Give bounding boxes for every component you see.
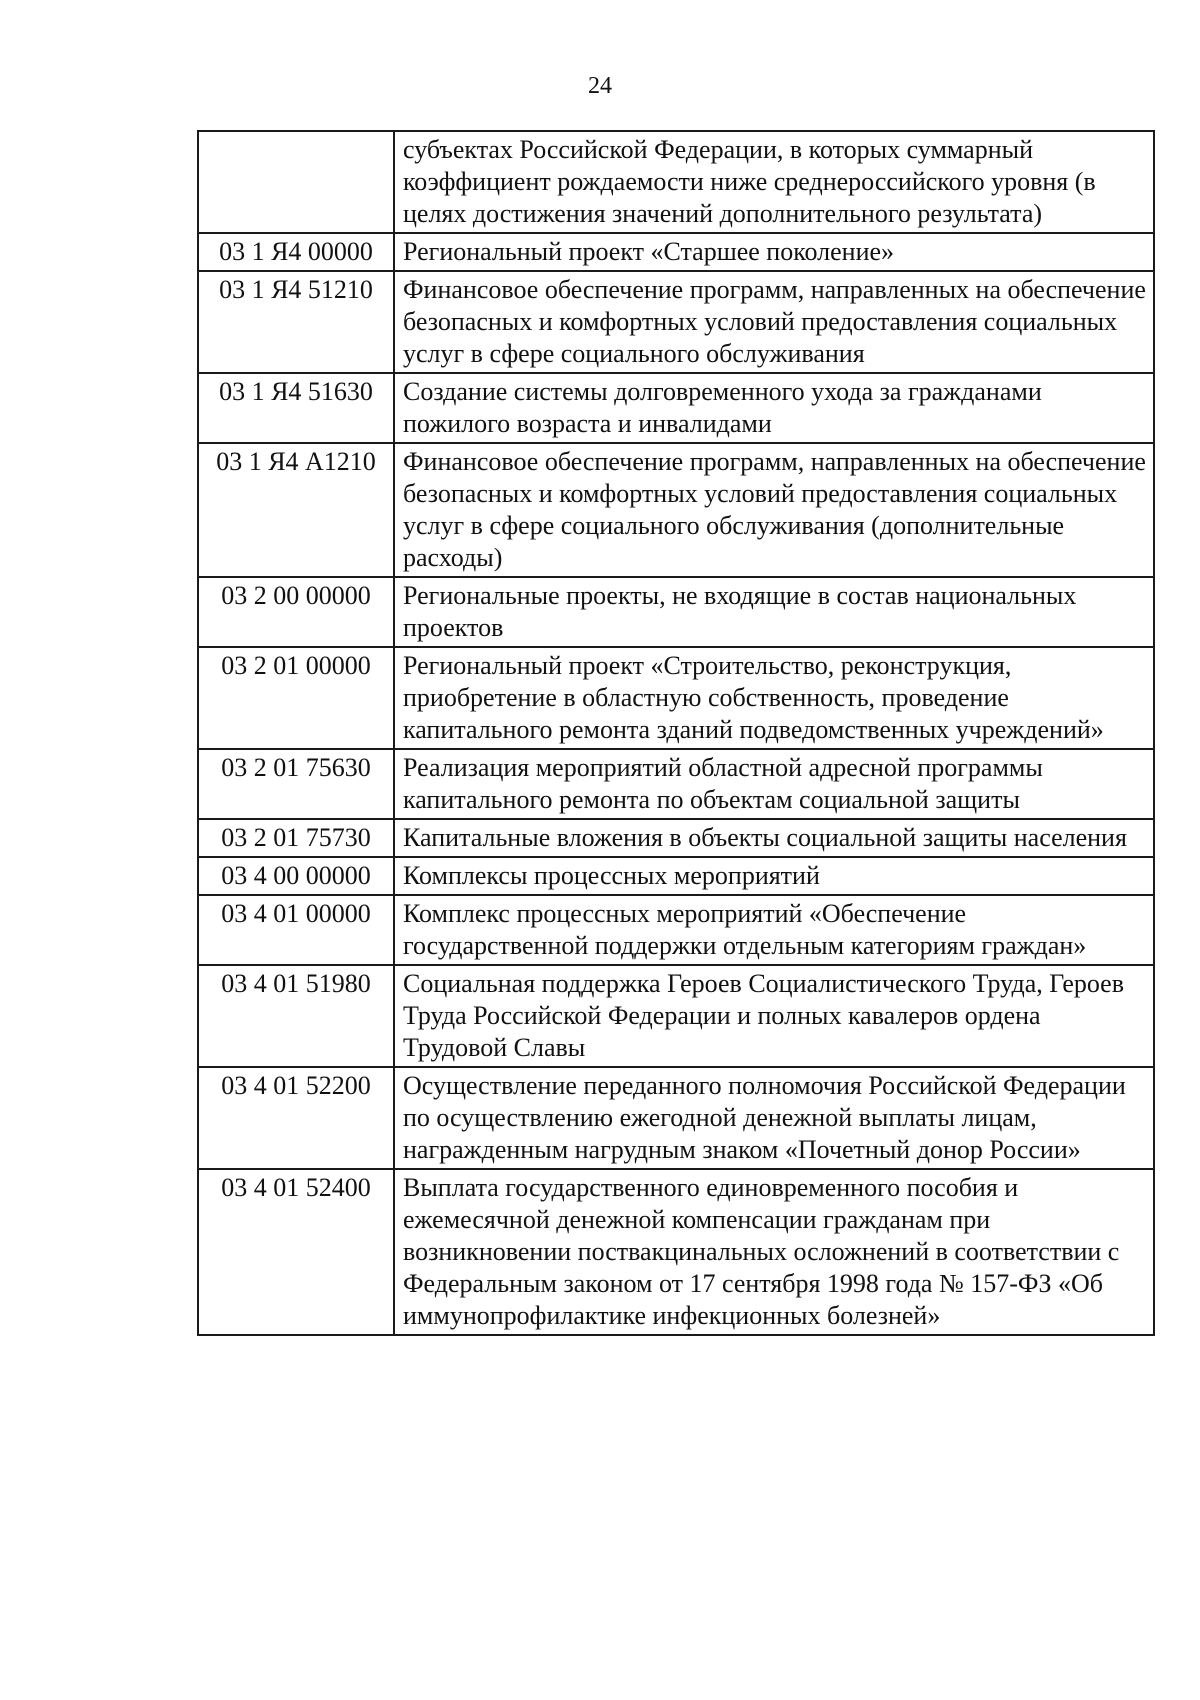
budget-classification-table <box>197 130 1155 1336</box>
table-row <box>198 373 1154 443</box>
table-row <box>198 749 1154 819</box>
code-cell: 03 2 01 00000 <box>198 647 394 749</box>
code-cell: 03 4 01 51980 <box>198 965 394 1067</box>
table-row <box>198 819 1154 857</box>
table-row <box>198 233 1154 271</box>
description-cell: Выплата государственного единовременного пособия и ежемесячной денежной компенсации гражданам при возникновении поствакцинальных осложнений в соответствии с Федеральным законом от 17 сентября 1998 года № 157-ФЗ «Об иммунопрофилактике инфекционных болезней» <box>394 1169 1154 1335</box>
table-row <box>198 1067 1154 1169</box>
code-cell: 03 2 01 75630 <box>198 749 394 819</box>
description-cell: субъектах Российской Федерации, в которых суммарный коэффициент рождаемости ниже среднероссийского уровня (в целях достижения значений дополнительного результата) <box>394 131 1154 233</box>
table-row <box>198 647 1154 749</box>
code-cell: 03 4 01 52400 <box>198 1169 394 1335</box>
description-cell: Реализация мероприятий областной адресной программы капитального ремонта по объектам социальной защиты <box>394 749 1154 819</box>
code-cell: 03 1 Я4 51630 <box>198 373 394 443</box>
description-cell: Социальная поддержка Героев Социалистического Труда, Героев Труда Российской Федерации и полных кавалеров ордена Трудовой Славы <box>394 965 1154 1067</box>
code-cell: 03 1 Я4 51210 <box>198 271 394 373</box>
description-cell: Финансовое обеспечение программ, направленных на обеспечение безопасных и комфортных условий предоставления социальных услуг в сфере социального обслуживания (дополнительные расходы) <box>394 443 1154 577</box>
page-number: 24 <box>588 73 612 99</box>
description-cell: Осуществление переданного полномочия Российской Федерации по осуществлению ежегодной денежной выплаты лицам, награжденным нагрудным знаком «Почетный донор России» <box>394 1067 1154 1169</box>
table-row <box>198 443 1154 577</box>
code-cell: 03 1 Я4 А1210 <box>198 443 394 577</box>
description-cell: Региональный проект «Старшее поколение» <box>394 233 1154 271</box>
table-row <box>198 1169 1154 1335</box>
description-cell: Региональный проект «Строительство, реконструкция, приобретение в областную собственность, проведение капитального ремонта зданий подведомственных учреждений» <box>394 647 1154 749</box>
table-row <box>198 271 1154 373</box>
description-cell: Создание системы долговременного ухода за гражданами пожилого возраста и инвалидами <box>394 373 1154 443</box>
description-cell: Комплексы процессных мероприятий <box>394 857 1154 895</box>
table-row <box>198 857 1154 895</box>
description-cell: Капитальные вложения в объекты социальной защиты населения <box>394 819 1154 857</box>
table-row <box>198 895 1154 965</box>
table-row <box>198 131 1154 233</box>
table-row <box>198 965 1154 1067</box>
code-cell: 03 2 01 75730 <box>198 819 394 857</box>
description-cell: Региональные проекты, не входящие в состав национальных проектов <box>394 577 1154 647</box>
description-cell: Финансовое обеспечение программ, направленных на обеспечение безопасных и комфортных условий предоставления социальных услуг в сфере социального обслуживания <box>394 271 1154 373</box>
code-cell: 03 2 00 00000 <box>198 577 394 647</box>
table-row <box>198 577 1154 647</box>
description-cell: Комплекс процессных мероприятий «Обеспечение государственной поддержки отдельным категориям граждан» <box>394 895 1154 965</box>
code-cell <box>198 131 394 233</box>
code-cell: 03 4 00 00000 <box>198 857 394 895</box>
code-cell: 03 4 01 00000 <box>198 895 394 965</box>
code-cell: 03 4 01 52200 <box>198 1067 394 1169</box>
code-cell: 03 1 Я4 00000 <box>198 233 394 271</box>
